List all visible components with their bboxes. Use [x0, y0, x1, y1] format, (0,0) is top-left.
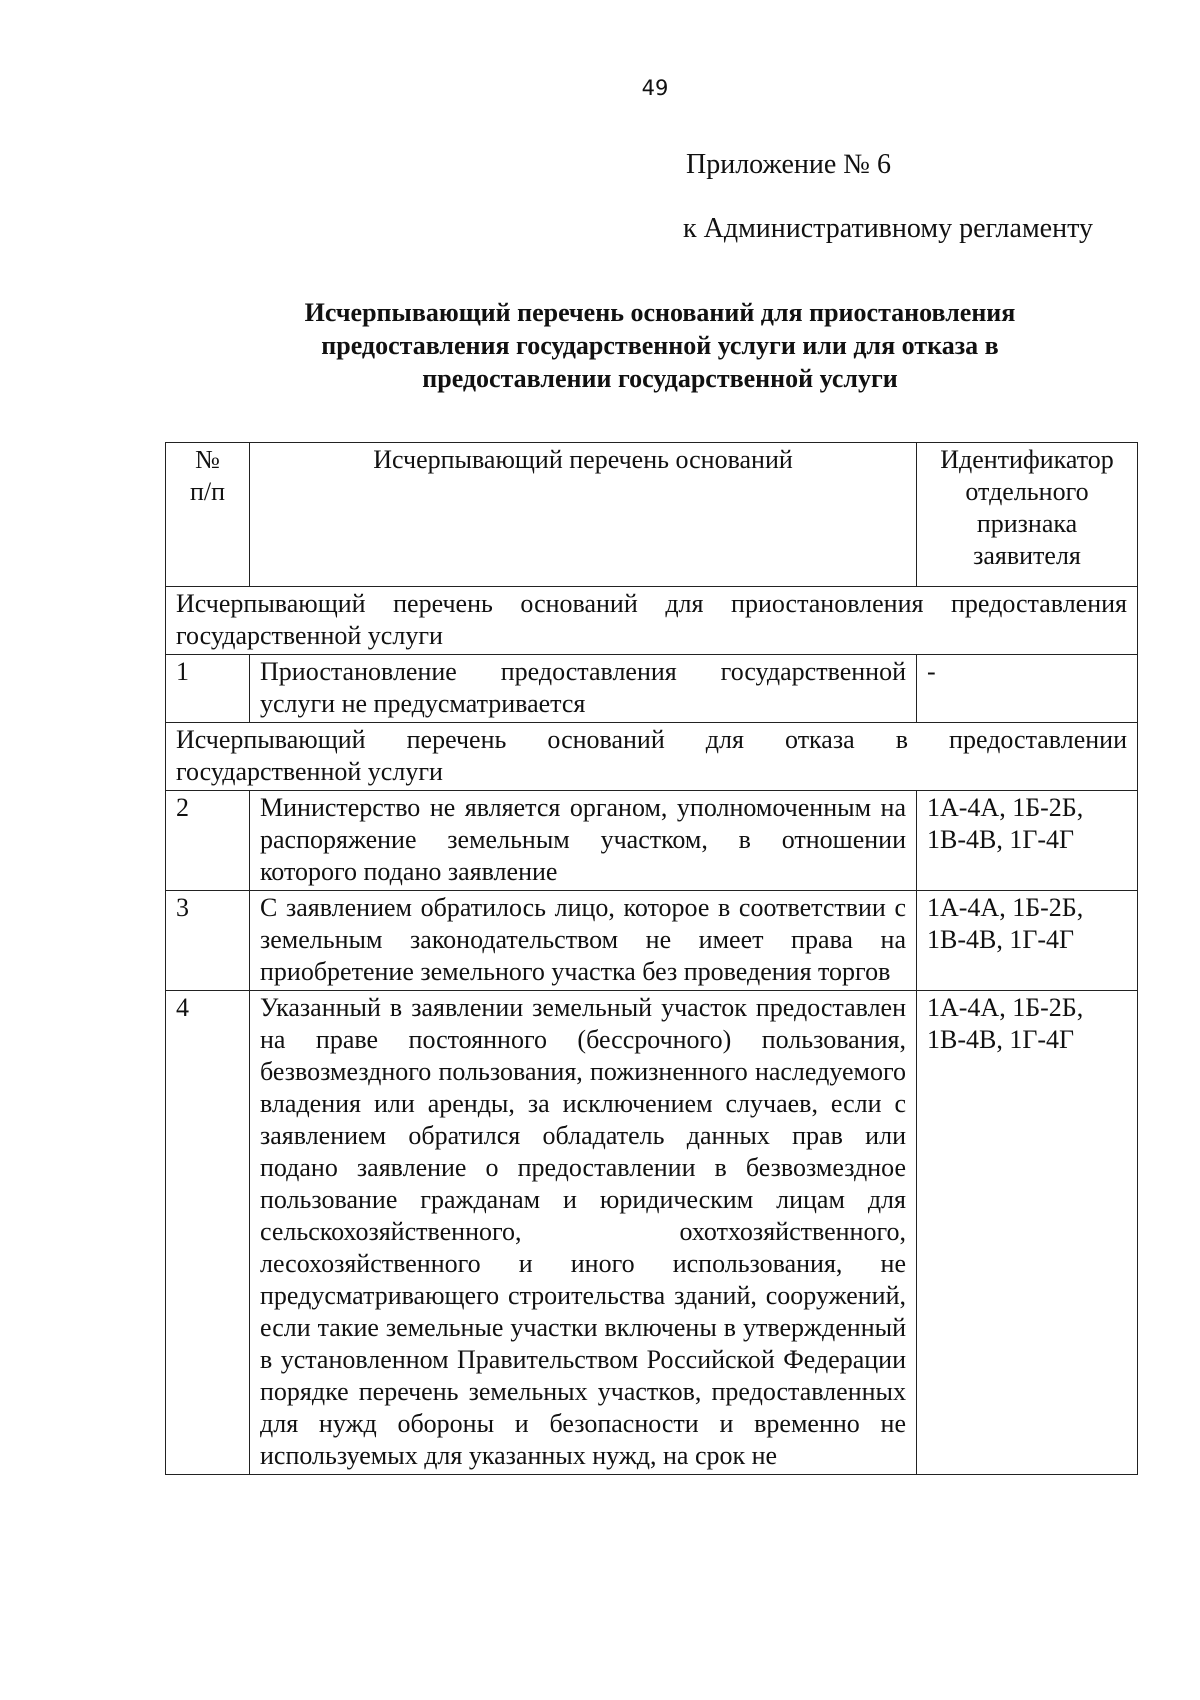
- row-identifier: 1А-4А, 1Б-2Б, 1В-4В, 1Г-4Г: [917, 991, 1138, 1475]
- row-ground-text: Министерство не является органом, уполномоченным на распоряжение земельным участком, в отношении которого подано заявление: [250, 791, 917, 891]
- title-line-2: предоставления государственной услуги или для отказа в: [321, 331, 999, 360]
- row-ground-text: Приостановление предоставления государственной услуги не предусматривается: [250, 655, 917, 723]
- section-row-refusal: [166, 723, 1138, 791]
- row-identifier: -: [917, 655, 1138, 723]
- header-number: [166, 443, 250, 587]
- header-number-symbol: №: [195, 445, 220, 474]
- grounds-table: [165, 442, 1138, 1475]
- row-number: 4: [166, 991, 250, 1475]
- table-row: [166, 791, 1138, 891]
- row-ground-text: С заявлением обратилось лицо, которое в соответствии с земельным законодательством не имеет права на приобретение земельного участка без проведения торгов: [250, 891, 917, 991]
- table-row: [166, 655, 1138, 723]
- section-suspension-line-1: Исчерпывающий перечень оснований для приостановления предоставления: [176, 589, 1127, 618]
- section-suspension-heading: [166, 587, 1138, 655]
- appendix-reference: к Административному регламенту: [683, 213, 1093, 244]
- header-number-pp: п/п: [189, 477, 226, 506]
- row-identifier: 1А-4А, 1Б-2Б, 1В-4В, 1Г-4Г: [917, 891, 1138, 991]
- document-title: [170, 296, 1150, 395]
- title-line-3: предоставлении государственной услуги: [422, 364, 898, 393]
- page-number: 49: [641, 76, 669, 100]
- table-row: [166, 991, 1138, 1475]
- section-refusal-heading: [166, 723, 1138, 791]
- row-number: 1: [166, 655, 250, 723]
- title-line-1: Исчерпывающий перечень оснований для приостановления: [304, 298, 1016, 327]
- appendix-number: Приложение № 6: [686, 149, 891, 180]
- section-row-suspension: [166, 587, 1138, 655]
- row-identifier: 1А-4А, 1Б-2Б, 1В-4В, 1Г-4Г: [917, 791, 1138, 891]
- header-identifier: Идентификатор отдельного признака заявителя: [917, 443, 1138, 587]
- row-ground-text: Указанный в заявлении земельный участок предоставлен на праве постоянного (бессрочного) пользования, безвозмездного пользования, пожизненного наследуемого владения или аренды, за исключением случаев, если с заявлением обратился обладатель данных прав или подано заявление о предоставлении в безвозмездное пользование гражданам и юридическим лицам для сельскохозяйственного, охотхозяйственного, лесохозяйственного и иного использования, не предусматривающего строительства зданий, сооружений, если такие земельные участки включены в утвержденный в установленном Правительством Российской Федерации порядке перечень земельных участков, предоставленных для нужд обороны и безопасности и временно не используемых для указанных нужд, на срок не: [250, 991, 917, 1475]
- row-number: 2: [166, 791, 250, 891]
- section-refusal-line-1: Исчерпывающий перечень оснований для отказа в предоставлении: [176, 725, 1127, 754]
- header-grounds: Исчерпывающий перечень оснований: [250, 443, 917, 587]
- section-suspension-line-2: государственной услуги: [176, 621, 443, 650]
- table-header-row: [166, 443, 1138, 587]
- section-refusal-line-2: государственной услуги: [176, 757, 443, 786]
- table-row: [166, 891, 1138, 991]
- row-number: 3: [166, 891, 250, 991]
